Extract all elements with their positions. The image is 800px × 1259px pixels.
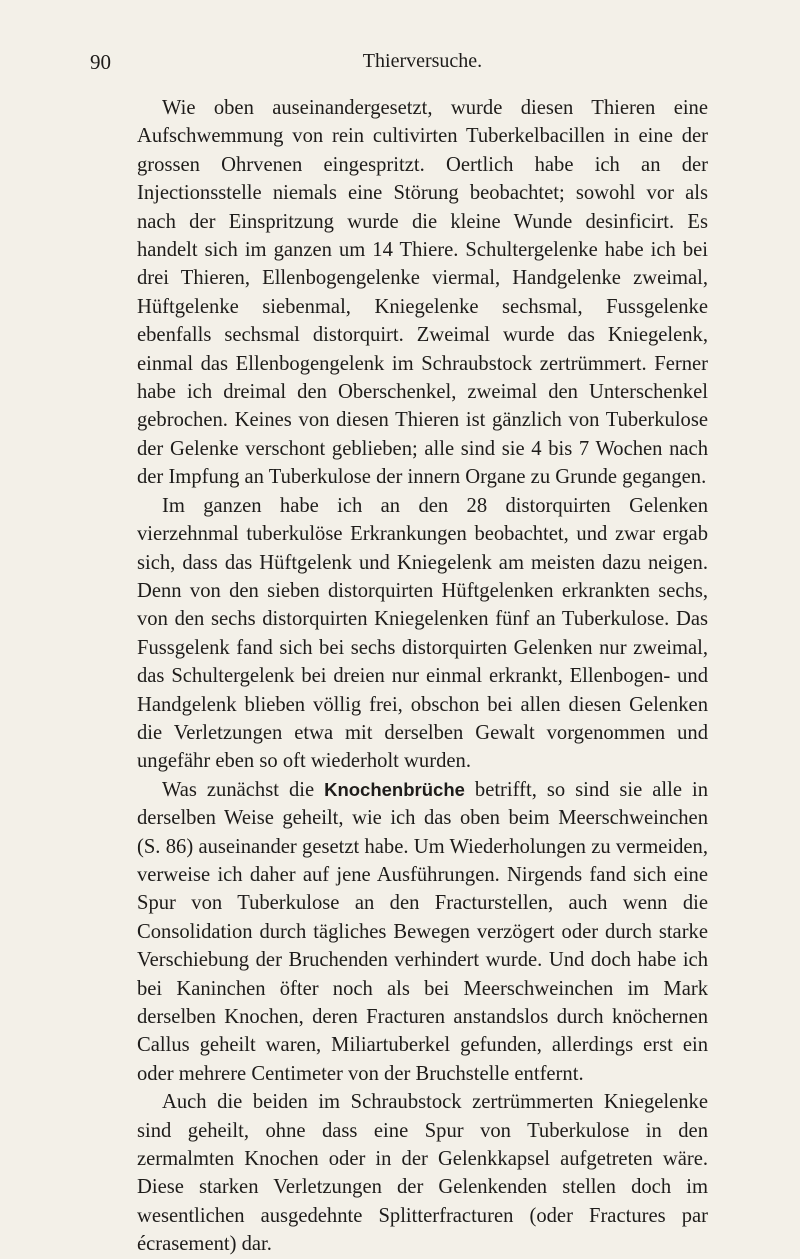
paragraph-1: Wie oben auseinandergesetzt, wurde diesen Thieren eine Aufschwemmung von rein cultivirten Tuberkelbacillen in eine der grossen Ohrvenen eingespritzt. Oertlich habe ich an der Injectionsstelle niemals eine Störung beobachtet; sowohl vor als nach der Einspritzung wurde die kleine Wunde desinficirt. Es handelt sich im ganzen um 14 Thiere. Schultergelenke habe ich bei drei Thieren, Ellenbogengelenke viermal, Handgelenke zweimal, Hüftgelenke siebenmal, Kniegelenke sechsmal, Fussgelenke ebenfalls sechsmal distorquirt. Zweimal wurde das Kniegelenk, einmal das Ellenbogengelenk im Schraubstock zertrümmert. Ferner habe ich dreimal den Oberschenkel, zweimal den Unterschenkel gebrochen. Keines von diesen Thieren ist gänzlich von Tuberkulose der Gelenke verschont geblieben; alle sind sie 4 bis 7 Wochen nach der Impfung an Tuberkulose der innern Organe zu Grunde gegangen. <box>137 97 708 489</box>
paragraph-3 <box>137 776 708 1088</box>
page-number: 90 <box>90 50 111 74</box>
body-text <box>137 94 708 1259</box>
paragraph-3-lead: Was zunächst die <box>162 778 325 801</box>
paragraph-3-text: betrifft, so sind sie alle in derselben Weise geheilt, wie ich das oben beim Meerschweinchen (S. 86) auseinander gesetzt habe. Um Wiederholungen zu vermeiden, verweise ich daher auf jene Ausführungen. Nirgends fand sich eine Spur von Tuberkulose an den Fracturstellen, auch wenn die Consolidation durch tägliches Bewegen verzögert oder durch starke Verschiebung der Bruchenden verhindert wurde. Und doch habe ich bei Kaninchen öfter noch als bei Meerschweinchen im Mark derselben Knochen, deren Fracturen anstandslos durch knöchernen Callus geheilt waren, Miliartuberkel gefunden, allerdings erst ein oder mehrere Centimeter von der Bruchstelle entfernt. <box>137 778 708 1085</box>
running-title: Thierversuche. <box>362 50 483 72</box>
emphasized-term: Knochenbrüche <box>324 778 465 800</box>
paragraph-4: Auch die beiden im Schraubstock zertrümmerten Kniegelenke sind geheilt, ohne dass eine Spur von Tuberkulose in den zermalmten Knochen oder in der Gelenkkapsel aufgetreten wäre. Diese starken Verletzungen der Gelenkenden stellen doch im wesentlichen ausgedehnte Splitterfracturen (oder Fractures par écrasement) dar. <box>137 1091 708 1256</box>
paragraph-2: Im ganzen habe ich an den 28 distorquirten Gelenken vierzehnmal tuberkulöse Erkrankungen beobachtet, und zwar ergab sich, dass das Hüftgelenk und Kniegelenk am meisten dazu neigen. Denn von den sieben distorquirten Hüftgelenken erkrankten sechs, von den sechs distorquirten Kniegelenken fünf an Tuberkulose. Das Fussgelenk fand sich bei sechs distorquirten Gelenken nur zweimal, das Schultergelenk bei dreien nur einmal erkrankt, Ellenbogen- und Handgelenk blieben völlig frei, obschon bei allen diesen Gelenken die Verletzungen etwa mit derselben Gewalt vorgenommen und ungefähr eben so oft wiederholt wurden. <box>137 494 708 773</box>
page-header <box>90 50 708 80</box>
